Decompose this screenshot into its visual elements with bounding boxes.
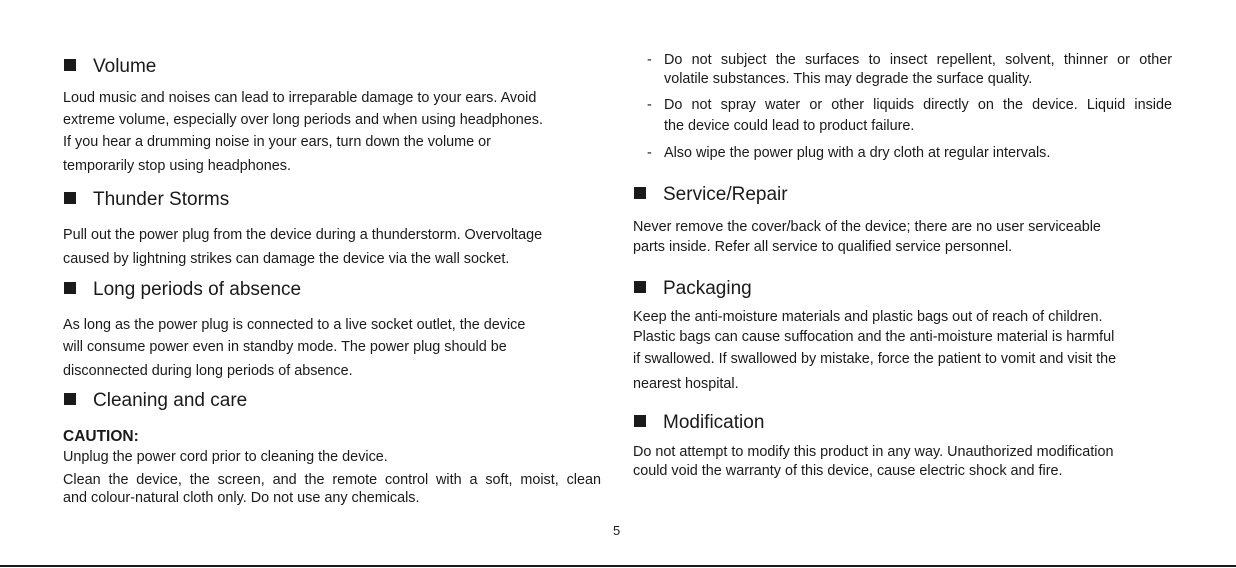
heading-service-repair-text: Service/Repair	[663, 184, 788, 205]
list-item-line: volatile substances. This may degrade the surface quality.	[664, 71, 1033, 87]
heading-volume	[64, 56, 156, 78]
list-dash: -	[647, 52, 652, 68]
caution-label: CAUTION:	[63, 428, 139, 445]
heading-long-absence-text: Long periods of absence	[93, 279, 302, 300]
bullet-square-icon	[64, 393, 76, 405]
heading-modification	[634, 412, 764, 434]
list-item-line: Also wipe the power plug with a dry cloth at regular intervals.	[664, 145, 1051, 161]
list-item-line: Do not subject the surfaces to insect repellent, solvent, thinner or other	[664, 52, 1172, 68]
bullet-square-icon	[64, 192, 76, 204]
bullet-square-icon	[64, 282, 76, 294]
paragraph-cleaning-line-3: and colour-natural cloth only. Do not use any chemicals.	[63, 490, 420, 506]
paragraph-cleaning-line-1: Unplug the power cord prior to cleaning the device.	[63, 449, 388, 465]
paragraph-cleaning-line-2: Clean the device, the screen, and the remote control with a soft, moist, clean	[63, 472, 601, 488]
heading-cleaning-care-text: Cleaning and care	[93, 390, 248, 411]
heading-thunder-storms-text: Thunder Storms	[93, 189, 230, 210]
heading-cleaning-care	[64, 390, 247, 412]
heading-packaging-text: Packaging	[663, 278, 752, 299]
list-item-line: the device could lead to product failure.	[664, 118, 915, 134]
bullet-square-icon	[634, 415, 646, 427]
bullet-square-icon	[634, 187, 646, 199]
heading-long-absence	[64, 279, 301, 301]
page-number: 5	[613, 523, 621, 538]
bullet-square-icon	[64, 59, 76, 71]
list-dash: -	[647, 97, 652, 113]
list-item-line: Do not spray water or other liquids directly on the device. Liquid inside	[664, 97, 1172, 113]
heading-service-repair	[634, 184, 788, 206]
page-bottom-rule	[0, 565, 1236, 567]
list-dash: -	[647, 145, 652, 161]
bullet-square-icon	[634, 281, 646, 293]
heading-thunder-storms	[64, 189, 229, 211]
heading-packaging	[634, 278, 752, 300]
heading-modification-text: Modification	[663, 412, 765, 433]
heading-volume-text: Volume	[93, 56, 157, 77]
